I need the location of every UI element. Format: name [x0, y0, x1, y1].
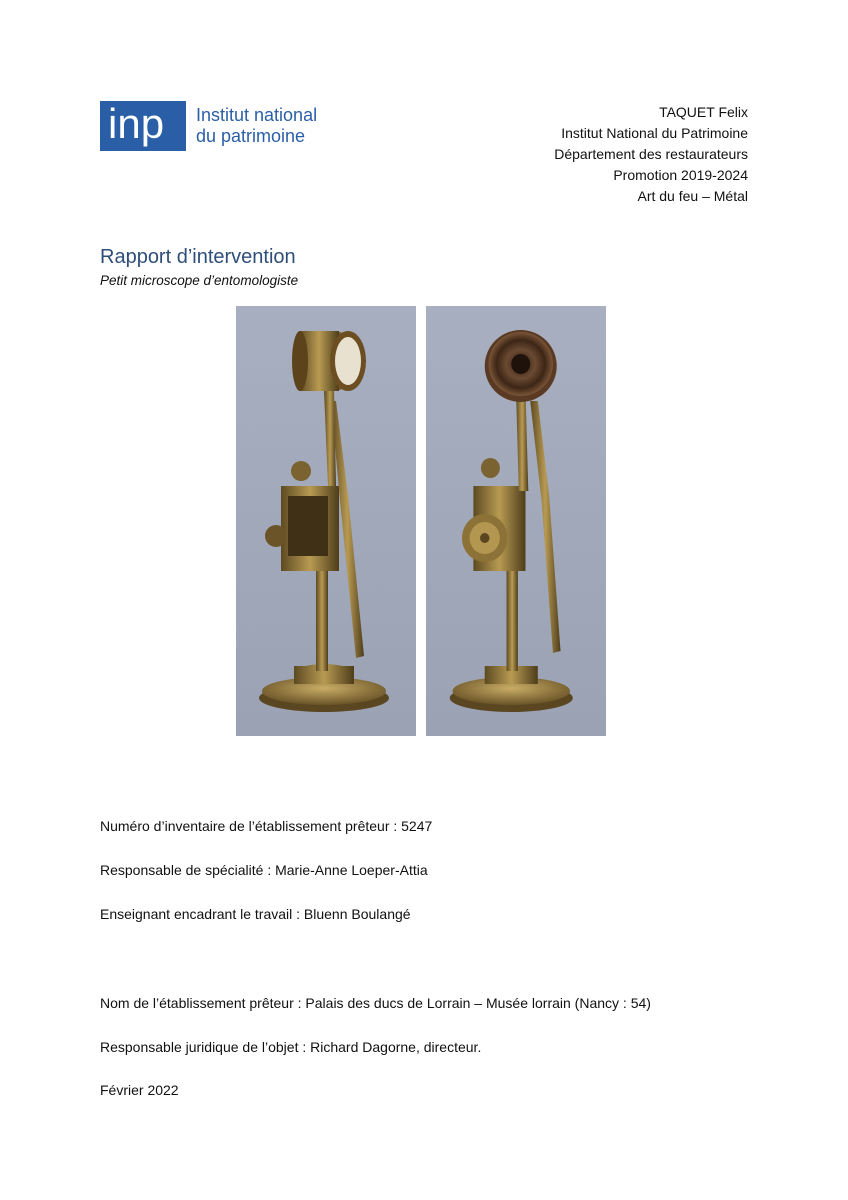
inp-logo [100, 101, 317, 151]
author-department: Département des restaurateurs [554, 146, 748, 162]
logo-line-2: du patrimoine [196, 126, 306, 146]
logo-wordmark [196, 105, 317, 147]
author-institution: Institut National du Patrimoine [561, 125, 748, 141]
microscope-photo-front [236, 306, 416, 736]
author-name: TAQUET Felix [659, 104, 748, 120]
microscope-illustration [236, 306, 416, 736]
inventory-number: Numéro d’inventaire de l’établissement prêteur : 5247 [100, 818, 433, 834]
microscope-photo-side [426, 306, 606, 736]
supervising-teacher: Enseignant encadrant le travail : Bluenn Boulangé [100, 906, 411, 922]
logo-abbrev: inp [108, 100, 165, 147]
microscope-illustration [426, 306, 606, 736]
report-title: Rapport d’intervention [100, 246, 296, 268]
author-specialty: Art du feu – Métal [637, 188, 748, 204]
author-block [554, 102, 748, 207]
logo-line-1: Institut national [196, 105, 318, 125]
specialty-manager: Responsable de spécialité : Marie-Anne Loeper-Attia [100, 862, 428, 878]
legal-manager: Responsable juridique de l’objet : Richard Dagorne, directeur. [100, 1039, 482, 1055]
author-promotion: Promotion 2019-2024 [613, 167, 748, 183]
logo-mark [100, 101, 186, 151]
report-subtitle: Petit microscope d’entomologiste [100, 273, 299, 288]
lending-institution: Nom de l’établissement prêteur : Palais des ducs de Lorrain – Musée lorrain (Nancy : 54) [100, 995, 651, 1011]
report-date: Février 2022 [100, 1082, 179, 1098]
